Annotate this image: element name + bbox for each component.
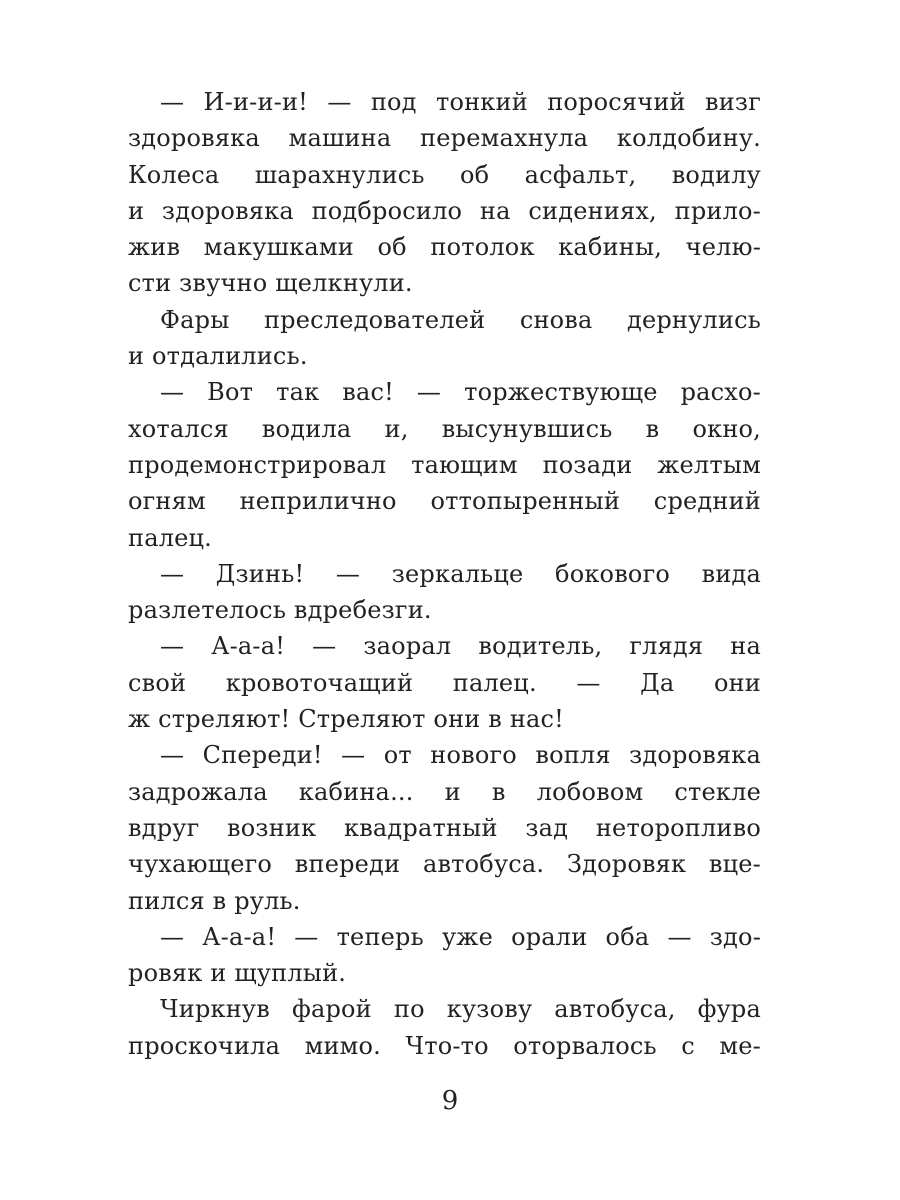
text-line: ровяк и щуплый. — [128, 959, 347, 988]
text-line: Фары преследователей снова дернулись — [160, 305, 761, 334]
text-line: пился в руль. — [128, 886, 301, 915]
text-line: сти звучно щелкнули. — [128, 269, 413, 298]
text-line: — Дзинь! — зеркальце бокового вида — [160, 559, 761, 588]
text-line: ж стреляют! Стреляют они в нас! — [128, 705, 565, 734]
text-line: и здоровяка подбросило на сидениях, прило- — [128, 196, 761, 225]
text-line: свой кровоточащий палец. — Да они — [128, 668, 761, 697]
text-line: — И-и-и-и! — под тонкий поросячий визг — [160, 88, 761, 116]
text-line: Колеса шарахнулись об асфальт, водилу — [128, 160, 761, 189]
text-line: проскочила мимо. Что-то оторвалось с ме- — [128, 1031, 761, 1060]
text-line: вдруг возник квадратный зад неторопливо — [128, 813, 761, 842]
body-text — [128, 84, 761, 1064]
text-line: хотался водила и, высунувшись в окно, — [128, 414, 761, 443]
text-line: палец. — [128, 523, 213, 552]
text-line: — А-а-а! — заорал водитель, глядя на — [160, 632, 761, 661]
text-line: продемонстрировал тающим позади желтым — [128, 450, 761, 479]
text-line: — Спереди! — от нового вопля здоровяка — [160, 741, 761, 770]
text-line: — А-а-а! — теперь уже орали оба — здо- — [160, 922, 761, 951]
text-line: — Вот так вас! — торжествующе расхо- — [160, 378, 761, 407]
text-line: здоровяка машина перемахнула колдобину. — [128, 124, 761, 153]
text-line: жив макушками об потолок кабины, челю- — [128, 233, 761, 262]
text-line: Чиркнув фарой по кузову автобуса, фура — [160, 995, 761, 1024]
page-number: 9 — [441, 1086, 459, 1116]
text-line: чухающего впереди автобуса. Здоровяк вце- — [128, 850, 761, 879]
text-line: огням неприлично оттопыренный средний — [128, 487, 761, 516]
text-line: и отдалились. — [128, 342, 308, 371]
text-line: задрожала кабина... и в лобовом стекле — [128, 777, 761, 806]
text-line: разлетелось вдребезги. — [128, 596, 432, 625]
